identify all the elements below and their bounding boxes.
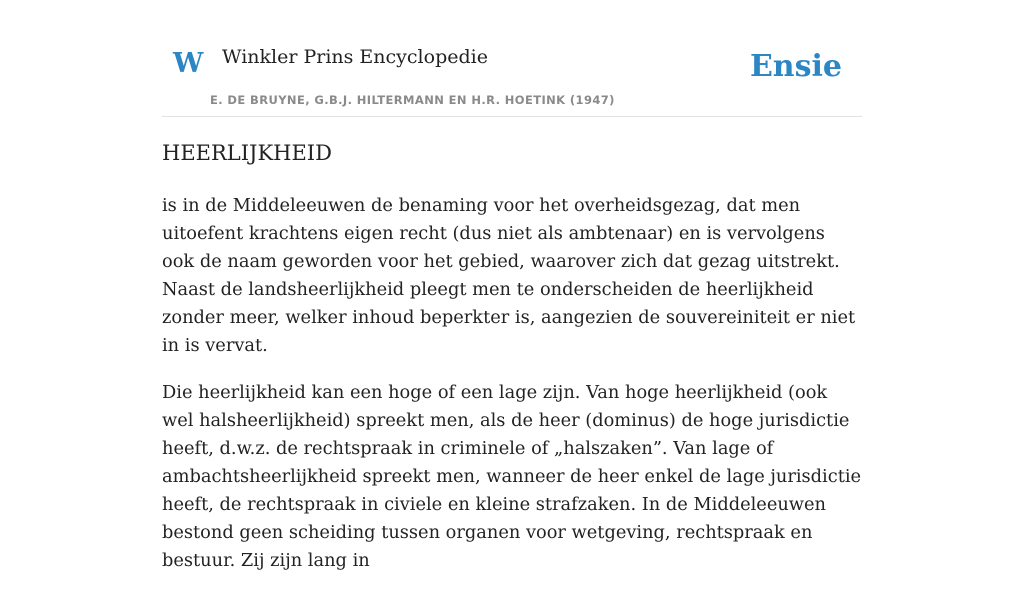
authors-line: E. DE BRUYNE, G.B.J. HILTERMANN EN H.R. HOETINK (1947)	[210, 93, 615, 107]
article-body	[162, 192, 862, 594]
article-title: HEERLIJKHEID	[162, 141, 332, 165]
logo-icon[interactable]: W	[173, 48, 204, 79]
article-paragraph: is in de Middeleeuwen de benaming voor het overheidsgezag, dat men uitoefent krachtens eigen recht (dus niet als ambtenaar) en is vervolgens ook de naam geworden voor het gebied, waarover zich dat gezag uitstrekt. Naast de landsheerlijkheid pleegt men te onderscheiden de heerlijkheid zonder meer, welker inhoud beperkter is, aangezien de souvereiniteit er niet in is vervat.	[162, 195, 856, 356]
brand-logo[interactable]: Ensie	[749, 49, 842, 84]
site-title[interactable]: Winkler Prins Encyclopedie	[222, 46, 488, 68]
article-paragraph: Die heerlijkheid kan een hoge of een lage zijn. Van hoge heerlijkheid (ook wel halsheerlijkheid) spreekt men, als de heer (dominus) de hoge jurisdictie heeft, d.w.z. de rechtspraak in criminele of „halszaken”. Van lage of ambachtsheerlijkheid spreekt men, wanneer de heer enkel de lage jurisdictie heeft, de rechtspraak in civiele en kleine strafzaken. In de Middeleeuwen bestond geen scheiding tussen organen voor wetgeving, rechtspraak en bestuur. Zij zijn lang in	[162, 382, 862, 571]
site-header	[162, 0, 862, 117]
